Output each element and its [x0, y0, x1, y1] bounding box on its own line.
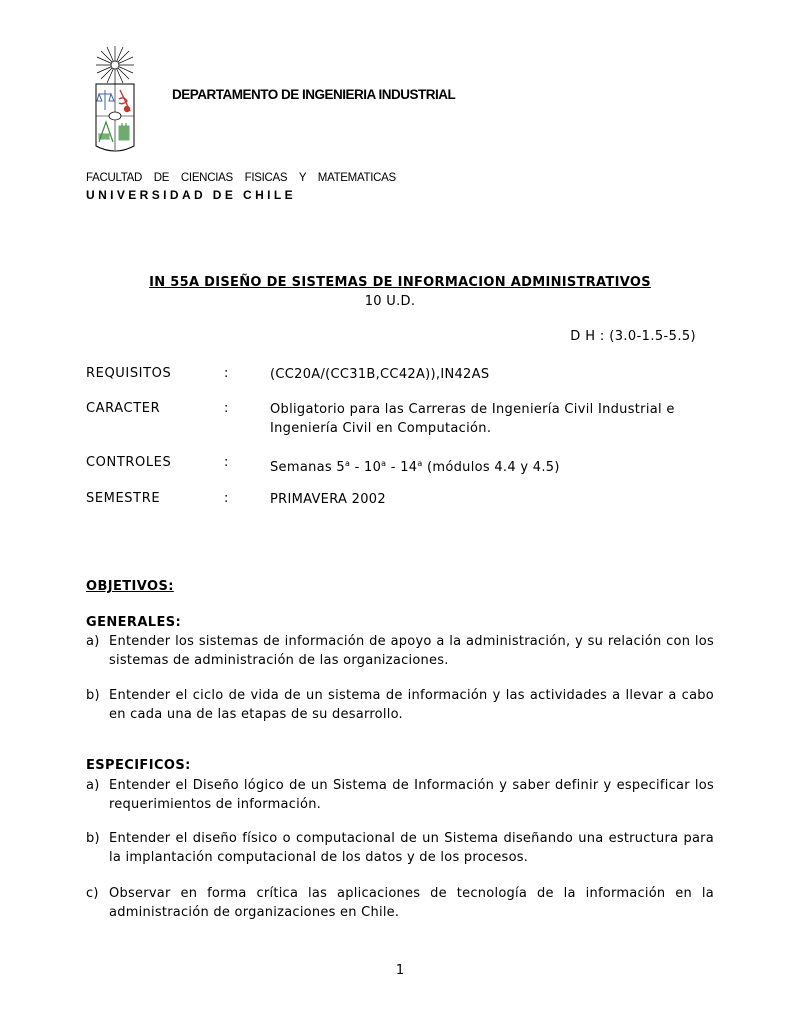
books-icon [119, 123, 129, 140]
info-label-semestre: SEMESTRE [86, 491, 161, 506]
star-emblem [96, 46, 134, 84]
university-crest-logo [94, 44, 136, 154]
page-number: 1 [395, 963, 405, 978]
list-item [86, 776, 714, 814]
list-item [86, 829, 714, 867]
info-label-controles: CONTROLES [86, 455, 172, 470]
lamp-icon [109, 112, 121, 120]
list-marker: b) [86, 831, 100, 846]
faculty-name: FACULTAD DE CIENCIAS FISICAS Y MATEMATICAS [86, 172, 396, 184]
course-title: IN 55A DISEÑO DE SISTEMAS DE INFORMACION ADMINISTRATIVOS [149, 275, 651, 290]
info-value-semestre: PRIMAVERA 2002 [270, 492, 386, 507]
list-item-text: Entender el Diseño lógico de un Sistema de Información y saber definir y especificar los requerimientos de información. [109, 778, 714, 812]
info-colon: : [224, 491, 229, 506]
info-colon: : [224, 366, 229, 381]
list-marker: a) [86, 634, 100, 649]
info-value-controles: Semanas 5$^a$ - 10$^a$ - 14$^a$ (módulos 4.4 y 4.5) [270, 459, 560, 475]
list-item-text: Entender los sistemas de información de apoyo a la administración, y su relación con los sistemas de administración de las organizaciones. [109, 634, 714, 668]
info-colon: : [224, 401, 229, 416]
list-item-text: Entender el diseño físico o computacional de un Sistema diseñando una estructura para la implantación computacional de los datos y de los procesos. [109, 831, 714, 865]
list-marker: c) [86, 886, 99, 901]
department-title: DEPARTAMENTO DE INGENIERIA INDUSTRIAL [172, 87, 456, 102]
objectives-heading: OBJETIVOS: [86, 579, 174, 594]
list-item [86, 686, 714, 724]
course-units: 10 U.D. [364, 294, 416, 309]
info-colon: : [224, 455, 229, 470]
list-item-text: Observar en forma crítica las aplicaciones de tecnología de la información en la administración de organizaciones en Chile. [109, 886, 714, 920]
general-objectives-heading: GENERALES: [86, 615, 182, 630]
specific-objectives-heading: ESPECIFICOS: [86, 758, 191, 773]
list-marker: a) [86, 778, 100, 793]
info-label-caracter: CARACTER [86, 401, 161, 416]
university-name: UNIVERSIDAD DE CHILE [86, 188, 297, 202]
info-label-requisitos: REQUISITOS [86, 366, 172, 381]
list-marker: b) [86, 688, 100, 703]
info-value-caracter: Obligatorio para las Carreras de Ingeniería Civil Industrial e Ingeniería Civil en Computación. [270, 402, 675, 436]
list-item [86, 632, 714, 670]
course-dh: D H : (3.0-1.5-5.5) [570, 329, 696, 344]
list-item [86, 884, 714, 922]
list-item-text: Entender el ciclo de vida de un sistema de información y las actividades a llevar a cabo en cada una de las etapas de su desarrollo. [109, 688, 714, 722]
info-value-requisitos: (CC20A/(CC31B,CC42A)),IN42AS [270, 367, 490, 382]
